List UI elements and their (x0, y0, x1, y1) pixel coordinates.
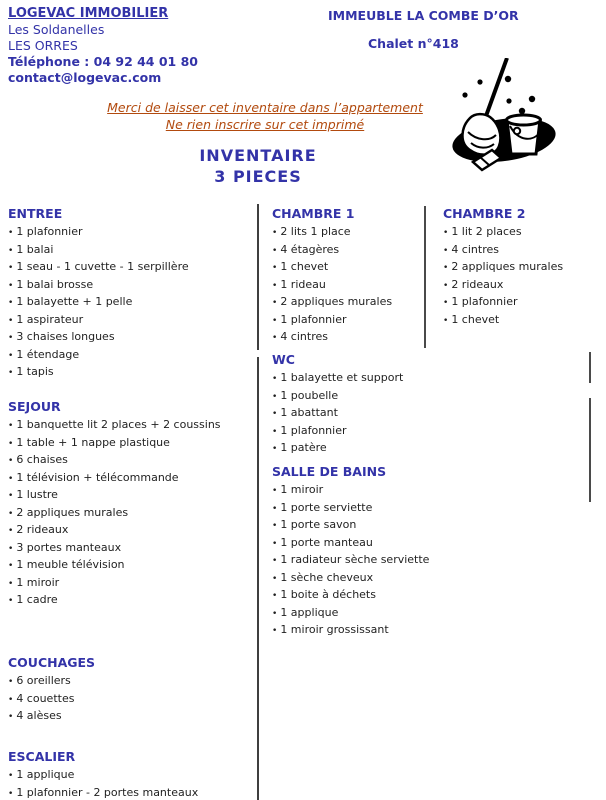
section-title-chambre1: CHAMBRE 1 (272, 206, 355, 221)
item-label: 1 tapis (16, 365, 54, 378)
list-item (272, 535, 429, 553)
notice-line-1: Merci de laisser cet inventaire dans l’appartement (107, 100, 423, 115)
list-item (8, 452, 221, 470)
page-title-line-2: 3 PIECES (214, 167, 302, 186)
bullet-icon: • (272, 486, 278, 496)
bullet-icon: • (272, 591, 278, 601)
list-item (272, 329, 392, 347)
item-label: 4 alèses (16, 709, 62, 722)
item-label: 6 chaises (16, 453, 68, 466)
item-label: 1 plafonnier (16, 225, 83, 238)
item-label: 1 meuble télévision (16, 558, 125, 571)
list-item (8, 708, 95, 726)
bullet-icon: • (8, 788, 14, 799)
bullet-icon: • (8, 315, 14, 326)
agency-phone: Téléphone : 04 92 44 01 80 (8, 54, 199, 69)
bullet-icon: • (443, 245, 449, 256)
item-label: 2 lits 1 place (280, 225, 351, 238)
bullet-icon: • (8, 526, 14, 536)
section-title-sejour: SEJOUR (8, 399, 61, 414)
section-sejour (8, 399, 221, 610)
notice-line-2: Ne rien inscrire sur cet imprimé (165, 117, 365, 132)
list-item (272, 423, 403, 441)
item-label: 1 balai (16, 242, 54, 256)
bullet-icon: • (443, 263, 449, 273)
section-title-escalier: ESCALIER (8, 749, 76, 764)
bullet-icon: • (8, 421, 14, 431)
item-label: 1 miroir grossissant (280, 623, 389, 636)
section-couchages (8, 655, 95, 726)
item-label: 1 balayette + 1 pelle (16, 295, 133, 308)
list-item (8, 312, 189, 330)
bullet-icon: • (272, 333, 278, 343)
agency-city: LES ORRES (8, 38, 78, 53)
section-items-chambre2 (443, 224, 563, 329)
list-item (8, 294, 189, 312)
bullet-icon: • (8, 456, 14, 466)
bullet-icon: • (272, 245, 278, 256)
item-label: 1 abattant (280, 406, 338, 419)
list-item (272, 388, 403, 406)
section-title-wc: WC (272, 352, 295, 367)
agency-name: LOGEVAC IMMOBILIER (8, 6, 169, 21)
list-item (272, 242, 392, 260)
list-item (8, 540, 221, 558)
item-label: 6 oreillers (16, 674, 71, 687)
list-item (8, 224, 189, 242)
list-item (8, 277, 189, 295)
section-items-salle-de-bains (272, 482, 429, 640)
agency-header (8, 6, 198, 86)
item-label: 1 balayette et support (280, 371, 404, 384)
bullet-icon: • (272, 626, 278, 636)
section-salle-de-bains (272, 464, 429, 640)
item-label: 1 lustre (16, 488, 58, 501)
item-label: 1 chevet (451, 312, 500, 326)
item-label: 1 plafonnier - 2 portes manteaux (16, 785, 199, 799)
list-item (8, 505, 221, 523)
section-title-entree: ENTREE (8, 206, 63, 221)
column-divider-right (424, 206, 426, 348)
list-item (272, 622, 429, 640)
bullet-icon: • (8, 245, 14, 256)
item-label: 2 rideaux (451, 277, 504, 291)
bullet-icon: • (272, 374, 278, 384)
bullet-icon: • (8, 771, 14, 781)
section-title-chambre2: CHAMBRE 2 (443, 206, 526, 221)
agency-email: contact@logevac.com (8, 70, 162, 85)
bullet-icon: • (8, 508, 14, 519)
bullet-icon: • (8, 694, 14, 705)
list-item (443, 277, 563, 295)
item-label: 1 plafonnier (280, 312, 347, 326)
list-item (272, 482, 429, 500)
item-label: 1 applique (280, 605, 339, 619)
item-label: 1 radiateur sèche serviette (280, 553, 430, 566)
bullet-icon: • (272, 228, 278, 238)
list-item (8, 691, 95, 709)
list-item (272, 517, 429, 535)
section-items-sejour (8, 417, 221, 610)
bullet-icon: • (8, 298, 14, 308)
item-label: 3 portes manteaux (16, 540, 122, 554)
bullet-icon: • (272, 280, 278, 291)
section-chambre2 (443, 206, 563, 329)
list-item (272, 224, 392, 242)
item-label: 4 couettes (16, 691, 75, 705)
bullet-icon: • (443, 228, 449, 238)
list-item (8, 242, 189, 260)
item-label: 2 rideaux (16, 523, 69, 536)
section-items-chambre1 (272, 224, 392, 347)
bullet-icon: • (272, 263, 278, 273)
bullet-icon: • (272, 556, 278, 566)
building-name: IMMEUBLE LA COMBE D’OR (328, 8, 519, 23)
bullet-icon: • (443, 298, 449, 308)
list-item (272, 500, 429, 518)
bullet-icon: • (272, 391, 278, 402)
bullet-icon: • (8, 368, 14, 378)
item-label: 1 étendage (16, 347, 80, 361)
bullet-icon: • (8, 350, 14, 361)
bullet-icon: • (8, 280, 14, 291)
list-item (8, 557, 221, 575)
column-divider-center-upper (257, 204, 259, 350)
list-item (272, 587, 429, 605)
section-items-couchages (8, 673, 95, 726)
page-title (0, 145, 516, 187)
item-label: 1 rideau (280, 277, 326, 291)
list-item (443, 242, 563, 260)
item-label: 2 appliques murales (451, 260, 564, 273)
section-entree (8, 206, 189, 382)
list-item (272, 570, 429, 588)
list-item (8, 592, 221, 610)
cleaning-mop-bucket-icon (440, 58, 606, 188)
list-item (272, 294, 392, 312)
page-title-line-1: INVENTAIRE (199, 146, 317, 165)
item-label: 1 plafonnier (451, 295, 518, 308)
bullet-icon: • (8, 578, 14, 589)
item-label: 1 aspirateur (16, 312, 84, 326)
bullet-icon: • (8, 561, 14, 571)
item-label: 1 lit 2 places (451, 225, 522, 238)
bullet-icon: • (272, 538, 278, 549)
item-label: 1 plafonnier (280, 423, 347, 437)
section-items-escalier (8, 767, 198, 800)
bullet-icon: • (8, 438, 14, 449)
list-item (272, 312, 392, 330)
item-label: 1 porte savon (280, 518, 357, 531)
list-item (8, 575, 221, 593)
list-item (8, 347, 189, 365)
bullet-icon: • (272, 608, 278, 619)
list-item (8, 417, 221, 435)
item-label: 2 appliques murales (280, 295, 393, 308)
page-edge-rule-lower (589, 398, 591, 502)
bullet-icon: • (8, 596, 14, 606)
bullet-icon: • (8, 333, 14, 343)
item-label: 1 télévision + télécommande (16, 470, 179, 484)
item-label: 1 miroir (280, 483, 324, 496)
bullet-icon: • (8, 473, 14, 484)
list-item (443, 224, 563, 242)
bullet-icon: • (8, 263, 14, 273)
item-label: 1 boite à déchets (280, 588, 376, 601)
list-item (8, 487, 221, 505)
list-item (8, 470, 221, 488)
section-escalier (8, 749, 198, 800)
bullet-icon: • (272, 444, 278, 454)
item-label: 1 applique (16, 768, 75, 781)
bullet-icon: • (272, 503, 278, 514)
item-label: 4 cintres (280, 330, 328, 343)
item-label: 1 sèche cheveux (280, 570, 374, 584)
list-item (8, 673, 95, 691)
column-divider-center-lower (257, 357, 259, 800)
section-title-couchages: COUCHAGES (8, 655, 96, 670)
bullet-icon: • (272, 315, 278, 326)
list-item (8, 435, 221, 453)
list-item (272, 440, 403, 458)
list-item (272, 277, 392, 295)
item-label: 1 seau - 1 cuvette - 1 serpillère (16, 260, 189, 273)
item-label: 1 table + 1 nappe plastique (16, 435, 170, 449)
list-item (272, 605, 429, 623)
chalet-number: Chalet n°418 (368, 36, 459, 51)
section-title-salle-de-bains: SALLE DE BAINS (272, 464, 387, 479)
list-item (272, 405, 403, 423)
bullet-icon: • (272, 521, 278, 531)
item-label: 1 patère (280, 441, 327, 454)
section-wc (272, 352, 403, 458)
section-chambre1 (272, 206, 392, 347)
page-edge-rule-upper (589, 352, 591, 383)
item-label: 2 appliques murales (16, 505, 129, 519)
list-item (443, 312, 563, 330)
list-item (272, 370, 403, 388)
list-item (8, 522, 221, 540)
bullet-icon: • (443, 315, 449, 326)
section-items-wc (272, 370, 403, 458)
item-label: 1 chevet (280, 260, 329, 273)
list-item (8, 767, 198, 785)
bullet-icon: • (443, 280, 449, 291)
list-item (8, 329, 189, 347)
list-item (8, 364, 189, 382)
item-label: 1 porte serviette (280, 500, 373, 514)
list-item (8, 259, 189, 277)
section-items-entree (8, 224, 189, 382)
bullet-icon: • (8, 677, 14, 687)
item-label: 4 cintres (451, 242, 499, 256)
list-item (272, 552, 429, 570)
item-label: 1 cadre (16, 593, 58, 606)
bullet-icon: • (8, 491, 14, 501)
bullet-icon: • (272, 298, 278, 308)
item-label: 1 banquette lit 2 places + 2 coussins (16, 418, 221, 431)
agency-residence: Les Soldanelles (8, 22, 105, 37)
list-item (8, 785, 198, 800)
item-label: 1 miroir (16, 575, 60, 589)
list-item (443, 259, 563, 277)
item-label: 4 étagères (280, 242, 340, 256)
bullet-icon: • (8, 543, 14, 554)
list-item (272, 259, 392, 277)
bullet-icon: • (272, 409, 278, 419)
item-label: 1 porte manteau (280, 535, 373, 549)
bullet-icon: • (8, 712, 14, 722)
list-item (443, 294, 563, 312)
item-label: 1 balai brosse (16, 277, 94, 291)
item-label: 1 poubelle (280, 388, 339, 402)
item-label: 3 chaises longues (16, 330, 115, 343)
bullet-icon: • (272, 573, 278, 584)
bullet-icon: • (272, 426, 278, 437)
bullet-icon: • (8, 228, 14, 238)
